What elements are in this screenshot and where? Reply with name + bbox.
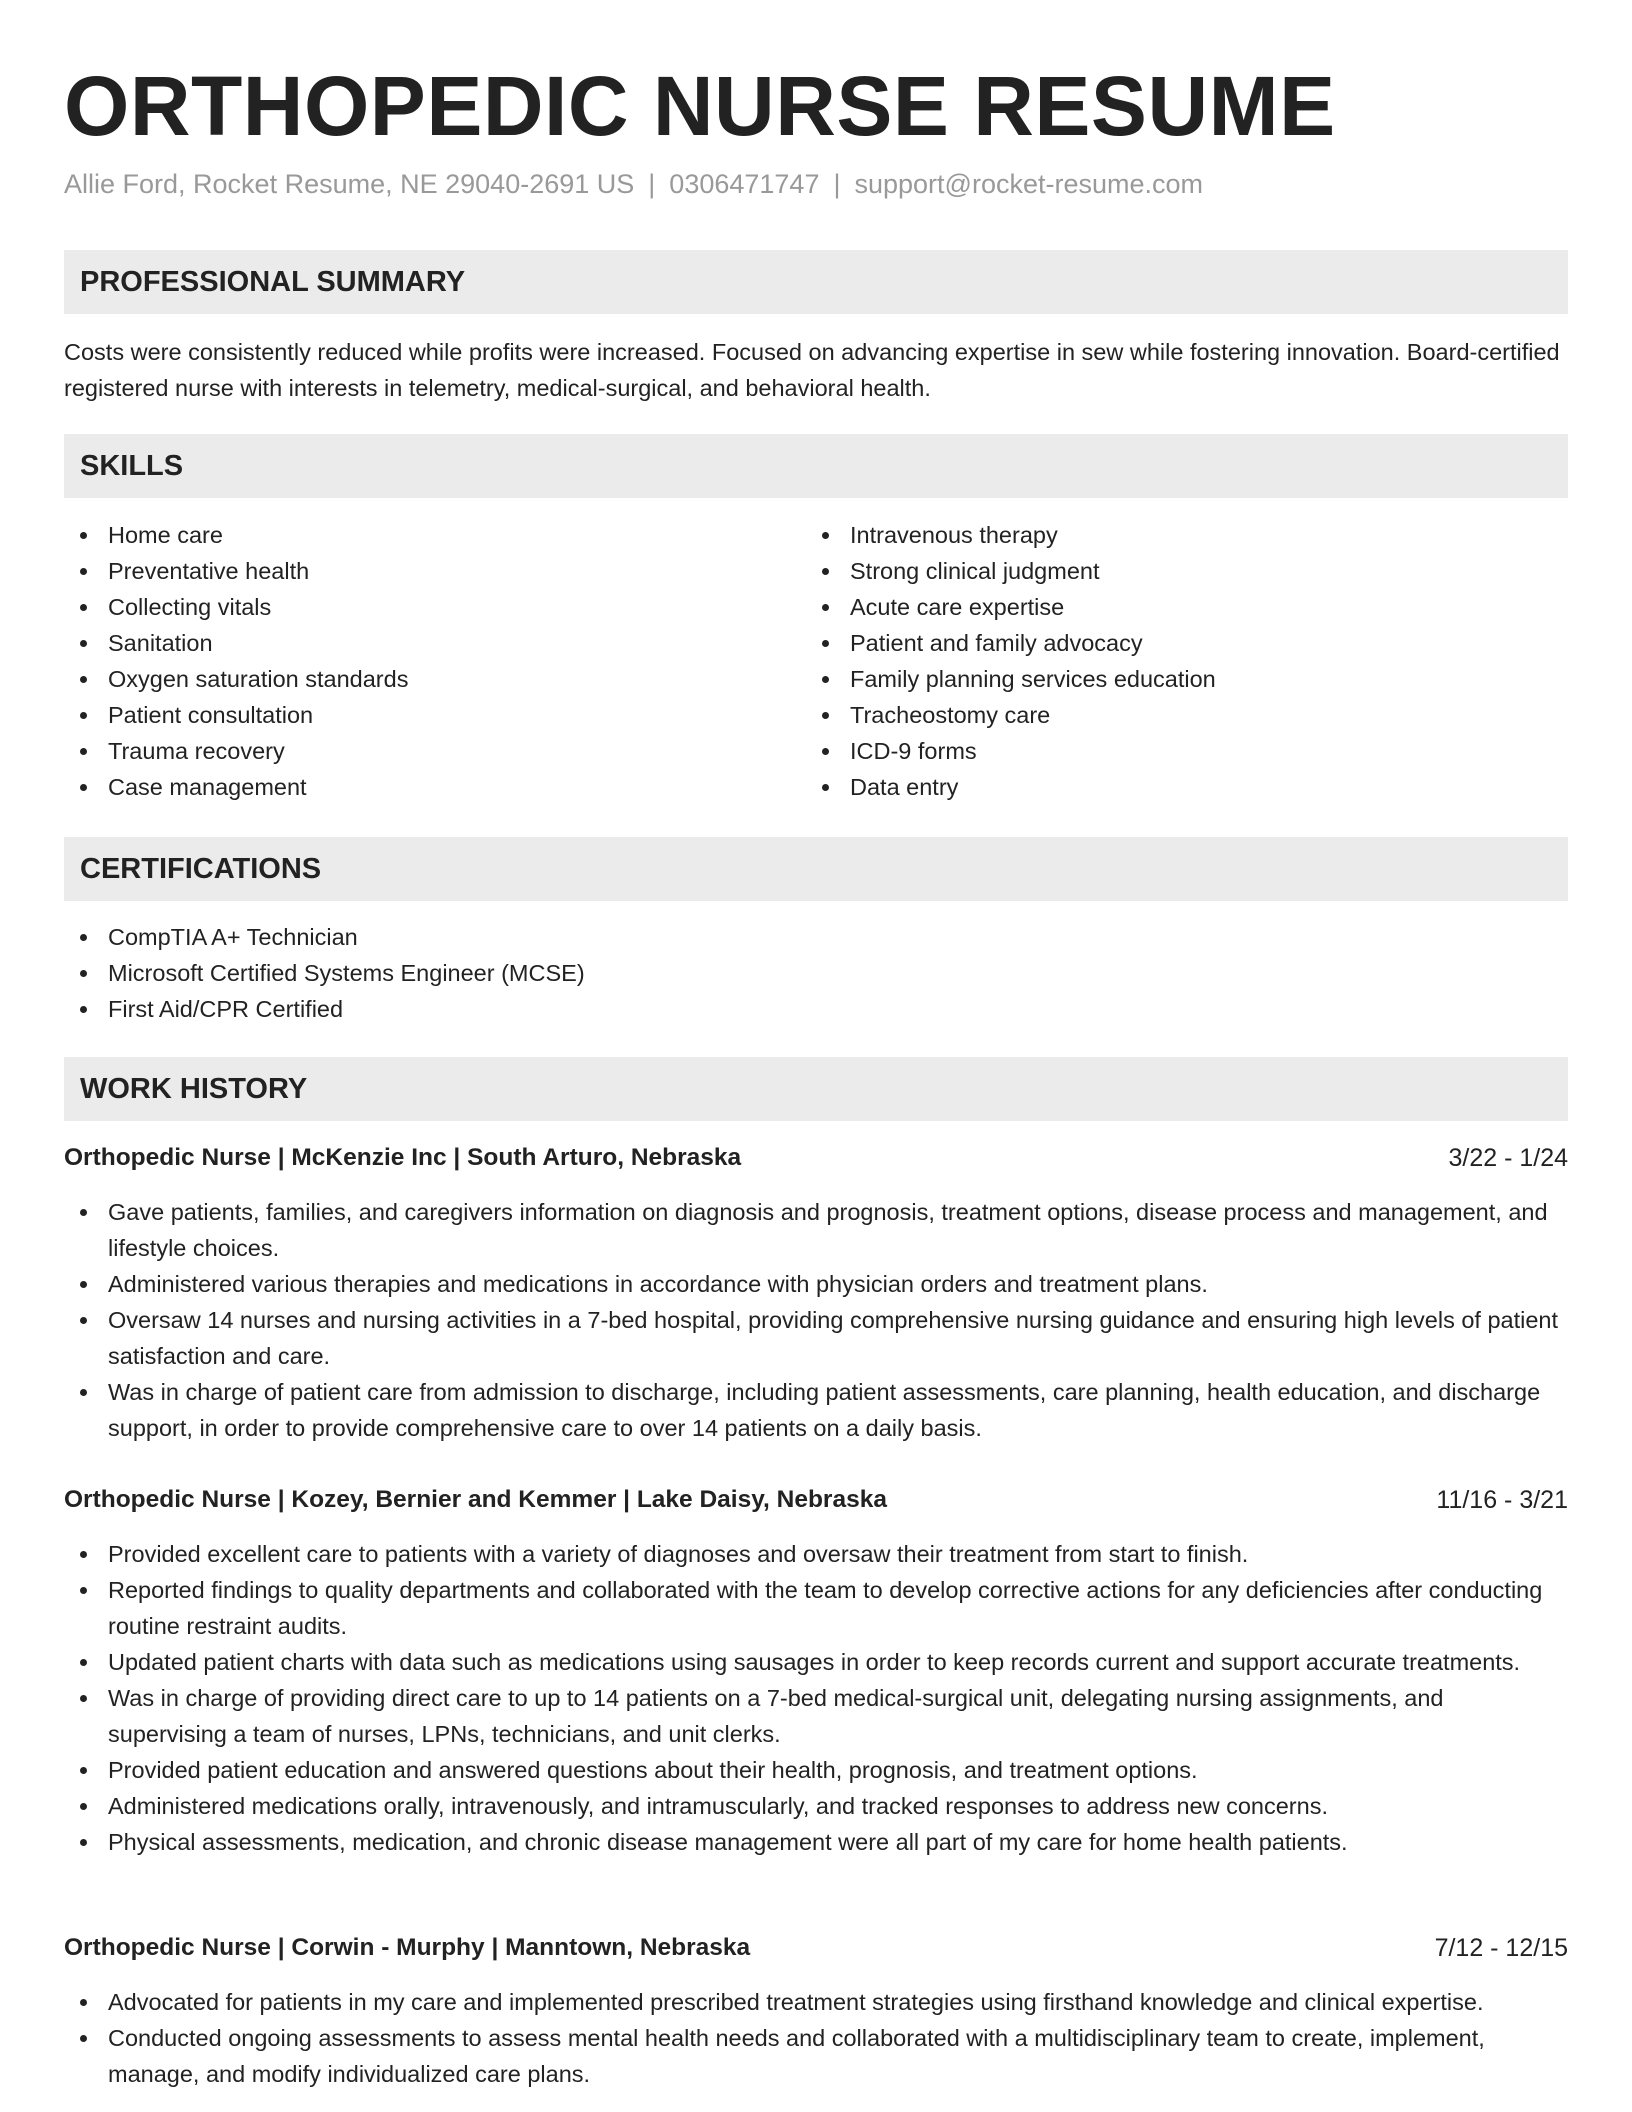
job-title: Orthopedic Nurse | Kozey, Bernier and Kemmer | Lake Daisy, Nebraska (64, 1486, 887, 1513)
skill-item: Trauma recovery (64, 733, 804, 769)
section-title-work-history: WORK HISTORY (80, 1073, 308, 1105)
job-dates: 11/16 - 3/21 (1436, 1486, 1568, 1514)
skill-item: Oxygen saturation standards (64, 661, 804, 697)
job-dates: 3/22 - 1/24 (1448, 1144, 1568, 1172)
certification-item: Microsoft Certified Systems Engineer (MCSE) (64, 955, 1568, 991)
job-bullet: Physical assessments, medication, and chronic disease management were all part of my care for home health patients. (64, 1824, 1568, 1860)
section-title-summary: PROFESSIONAL SUMMARY (80, 266, 466, 298)
section-header-certifications (64, 837, 1568, 901)
certifications-list (64, 919, 1568, 1027)
job-bullet: Conducted ongoing assessments to assess mental health needs and collaborated with a multidisciplinary team to create, implement, manage, and modify individualized care plans. (64, 2020, 1568, 2092)
job-bullet: Administered various therapies and medications in accordance with physician orders and treatment plans. (64, 1266, 1568, 1302)
job-bullet: Reported findings to quality departments and collaborated with the team to develop corrective actions for any deficiencies after conducting routine restraint audits. (64, 1572, 1568, 1644)
summary-text: Costs were consistently reduced while profits were increased. Focused on advancing expertise in sew while fostering innovation. Board-certified registered nurse with interests in telemetry, medical-surgical, and behavioral health. (64, 339, 1560, 401)
skill-item: Data entry (806, 769, 1546, 805)
skill-item: Patient and family advocacy (806, 625, 1546, 661)
contact-phone: 0306471747 (669, 169, 820, 199)
contact-separator: | (648, 169, 656, 199)
skill-item: ICD-9 forms (806, 733, 1546, 769)
job-bullet: Administered medications orally, intravenously, and intramuscularly, and tracked responses to address new concerns. (64, 1788, 1568, 1824)
contact-line (64, 166, 1203, 202)
section-title-certifications: CERTIFICATIONS (80, 853, 322, 885)
skill-item: Strong clinical judgment (806, 553, 1546, 589)
certification-item: First Aid/CPR Certified (64, 991, 1568, 1027)
contact-separator: | (833, 169, 841, 199)
section-header-work-history (64, 1057, 1568, 1121)
job-bullets (64, 1536, 1568, 1860)
job-bullet: Was in charge of patient care from admission to discharge, including patient assessments, care planning, health education, and discharge support, in order to provide comprehensive care to over 14 patients on a daily basis. (64, 1374, 1568, 1446)
job-bullets (64, 1984, 1568, 2092)
job-bullet: Gave patients, families, and caregivers information on diagnosis and prognosis, treatment options, disease process and management, and lifestyle choices. (64, 1194, 1568, 1266)
section-header-summary (64, 250, 1568, 314)
skill-item: Collecting vitals (64, 589, 804, 625)
section-title-skills: SKILLS (80, 450, 184, 482)
contact-address: Allie Ford, Rocket Resume, NE 29040-2691 US (64, 169, 635, 199)
resume-title: ORTHOPEDIC NURSE RESUME (64, 59, 1336, 153)
job-title: Orthopedic Nurse | McKenzie Inc | South Arturo, Nebraska (64, 1144, 742, 1171)
section-header-skills (64, 434, 1568, 498)
job-bullet: Oversaw 14 nurses and nursing activities in a 7-bed hospital, providing comprehensive nursing guidance and ensuring high levels of patient satisfaction and care. (64, 1302, 1568, 1374)
skill-item: Sanitation (64, 625, 804, 661)
skill-item: Family planning services education (806, 661, 1546, 697)
skill-item: Preventative health (64, 553, 804, 589)
job-bullet: Provided patient education and answered questions about their health, prognosis, and treatment options. (64, 1752, 1568, 1788)
skill-item: Home care (64, 517, 804, 553)
skills-list-left (64, 517, 804, 805)
job-header (64, 1140, 1568, 1176)
skill-item: Intravenous therapy (806, 517, 1546, 553)
job-header (64, 1930, 1568, 1966)
job-bullet: Was in charge of providing direct care to up to 14 patients on a 7-bed medical-surgical unit, delegating nursing assignments, and supervising a team of nurses, LPNs, technicians, and unit clerks. (64, 1680, 1568, 1752)
skill-item: Case management (64, 769, 804, 805)
job-bullet: Provided excellent care to patients with a variety of diagnoses and oversaw their treatment from start to finish. (64, 1536, 1568, 1572)
contact-email: support@rocket-resume.com (854, 169, 1204, 199)
job-dates: 7/12 - 12/15 (1434, 1934, 1568, 1962)
job-bullets (64, 1194, 1568, 1446)
job-header (64, 1482, 1568, 1518)
skill-item: Patient consultation (64, 697, 804, 733)
skills-list-right (806, 517, 1546, 805)
certification-item: CompTIA A+ Technician (64, 919, 1568, 955)
job-bullet: Updated patient charts with data such as medications using sausages in order to keep records current and support accurate treatments. (64, 1644, 1568, 1680)
job-bullet: Advocated for patients in my care and implemented prescribed treatment strategies using firsthand knowledge and clinical expertise. (64, 1984, 1568, 2020)
skill-item: Acute care expertise (806, 589, 1546, 625)
skill-item: Tracheostomy care (806, 697, 1546, 733)
job-title: Orthopedic Nurse | Corwin - Murphy | Manntown, Nebraska (64, 1934, 751, 1961)
